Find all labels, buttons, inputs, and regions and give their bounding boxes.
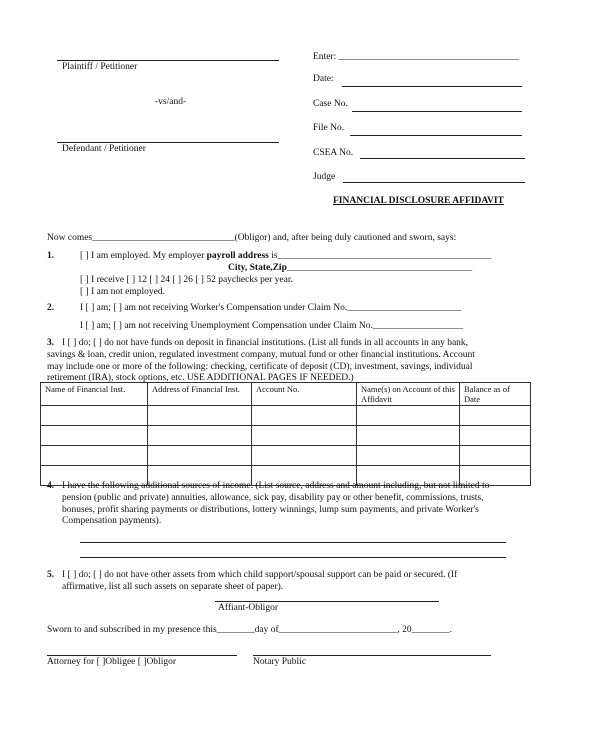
defendant-signature-line[interactable] bbox=[57, 142, 279, 143]
plaintiff-signature-line[interactable] bbox=[57, 60, 279, 61]
file-no-label: File No. bbox=[313, 123, 345, 133]
table-header-row bbox=[41, 383, 531, 406]
table-cell[interactable] bbox=[460, 426, 531, 446]
table-cell[interactable] bbox=[357, 406, 460, 426]
section-5-line-1: I [ ] do; [ ] do not have other assets from which child support/spousal support can be paid or secured. (If bbox=[62, 570, 458, 580]
file-no-field[interactable] bbox=[350, 135, 522, 136]
sworn-statement[interactable]: Sworn to and subscribed in my presence this________day of_________________________, 20________. bbox=[47, 625, 453, 635]
case-no-label: Case No. bbox=[313, 99, 348, 109]
table-row bbox=[41, 406, 531, 426]
date-field[interactable] bbox=[342, 86, 522, 87]
section-1-number: 1. bbox=[47, 251, 55, 261]
financial-institutions-table bbox=[40, 382, 531, 486]
table-cell[interactable] bbox=[252, 406, 357, 426]
enter-field[interactable]: Enter: ______________________________________ bbox=[313, 52, 520, 62]
table-cell[interactable] bbox=[460, 446, 531, 466]
section-3-line-4: retirement (IRA), stock options, etc. USE ADDITIONAL PAGES IF NEEDED.) bbox=[47, 373, 354, 383]
table-cell[interactable] bbox=[41, 406, 148, 426]
table-cell[interactable] bbox=[148, 406, 252, 426]
section-4-line-2: pension (public and private) annuities, allowance, sick pay, disability pay or other benefit, commissions, trusts, bbox=[62, 493, 484, 503]
table-row bbox=[41, 446, 531, 466]
section-5-line-2: affirmative, list all such assets on separate sheet of paper). bbox=[62, 582, 284, 592]
workers-comp-option[interactable]: I [ ] am; [ ] am not receiving Worker's Compensation under Claim No.________________________ bbox=[80, 303, 462, 313]
section-3-number: 3. bbox=[47, 338, 55, 348]
employed-text: [ ] I am employed. My employer bbox=[80, 251, 205, 261]
section-4-number: 4. bbox=[47, 481, 55, 491]
attorney-label: Attorney for [ ]Obligee [ ]Obligor bbox=[47, 657, 177, 667]
not-employed-option[interactable]: [ ] I am not employed. bbox=[80, 287, 165, 297]
table-cell[interactable] bbox=[252, 426, 357, 446]
defendant-label: Defendant / Petitioner bbox=[62, 144, 146, 154]
table-cell[interactable] bbox=[357, 446, 460, 466]
date-label: Date: bbox=[313, 74, 334, 84]
table-cell[interactable] bbox=[252, 446, 357, 466]
unemployment-option[interactable]: I [ ] am; [ ] am not receiving Unemployment Compensation under Claim No.___________________ bbox=[80, 321, 464, 331]
city-state-zip-label: City, State,Zip bbox=[228, 263, 287, 273]
employed-option[interactable] bbox=[80, 251, 491, 261]
table-cell[interactable] bbox=[148, 426, 252, 446]
city-state-zip-field[interactable]: _______________________________________ bbox=[286, 263, 473, 273]
notary-signature-line[interactable] bbox=[253, 655, 491, 656]
table-header-cell: Name of Financial Inst. bbox=[41, 383, 148, 406]
paychecks-option[interactable]: [ ] I receive [ ] 12 [ ] 24 [ ] 26 [ ] 52 paychecks per year. bbox=[80, 275, 293, 285]
plaintiff-label: Plaintiff / Petitioner bbox=[62, 62, 138, 72]
vs-label: -vs/and- bbox=[155, 97, 187, 107]
section-3-line-3: may include one or more of the following: checking, certificate of deposit (CD), investment, savings, individual bbox=[47, 362, 473, 372]
payroll-address-label: payroll address bbox=[206, 251, 269, 261]
csea-no-field[interactable] bbox=[360, 158, 525, 159]
section-5-number: 5. bbox=[47, 570, 55, 580]
table-header-cell: Name(s) on Account of this Affidavit bbox=[357, 383, 460, 406]
table-cell[interactable] bbox=[41, 426, 148, 446]
section-4-line-4: Compensation payments). bbox=[62, 516, 162, 526]
section-3-line-1: I [ ] do; [ ] do not have funds on deposit in financial institutions. (List all funds in all accounts in any bank, bbox=[62, 338, 469, 348]
payroll-address-field[interactable]: is_____________________________________________ bbox=[271, 251, 492, 261]
income-line-1[interactable] bbox=[80, 542, 506, 543]
section-3-line-2: savings & loan, credit union, regulated investment company, mutual fund or other financial institutions. Account bbox=[47, 350, 475, 360]
income-line-2[interactable] bbox=[80, 557, 506, 558]
notary-label: Notary Public bbox=[253, 657, 307, 667]
affiant-signature-line[interactable] bbox=[215, 601, 439, 602]
table-cell[interactable] bbox=[148, 446, 252, 466]
csea-no-label: CSEA No. bbox=[313, 148, 354, 158]
attorney-signature-line[interactable] bbox=[47, 655, 237, 656]
case-no-field[interactable] bbox=[352, 111, 522, 112]
city-state-zip-row bbox=[228, 263, 472, 273]
table-cell[interactable] bbox=[41, 446, 148, 466]
table-header-cell: Account No. bbox=[252, 383, 357, 406]
affiant-label: Affiant-Obligor bbox=[218, 603, 278, 613]
table-header-cell: Balance as of Date bbox=[460, 383, 531, 406]
table-header-cell: Address of Financial Inst. bbox=[148, 383, 252, 406]
table-row bbox=[41, 426, 531, 446]
section-4-line-1: I have the following additional sources of income. (List source, address and amount including, but not limited to bbox=[62, 481, 490, 491]
table-cell[interactable] bbox=[460, 406, 531, 426]
section-2-number: 2. bbox=[47, 303, 55, 313]
judge-label: Judge bbox=[313, 172, 336, 182]
section-4-line-3: bonuses, profit sharing payments or distributions, lottery winnings, lump sum payments, and private Worker's bbox=[62, 505, 479, 515]
table-cell[interactable] bbox=[357, 426, 460, 446]
judge-field[interactable] bbox=[343, 182, 525, 183]
document-title: FINANCIAL DISCLOSURE AFFIDAVIT bbox=[333, 196, 504, 206]
intro-text: Now comes______________________________(Obligor) and, after being duly cautioned and sworn, says: bbox=[47, 233, 457, 243]
